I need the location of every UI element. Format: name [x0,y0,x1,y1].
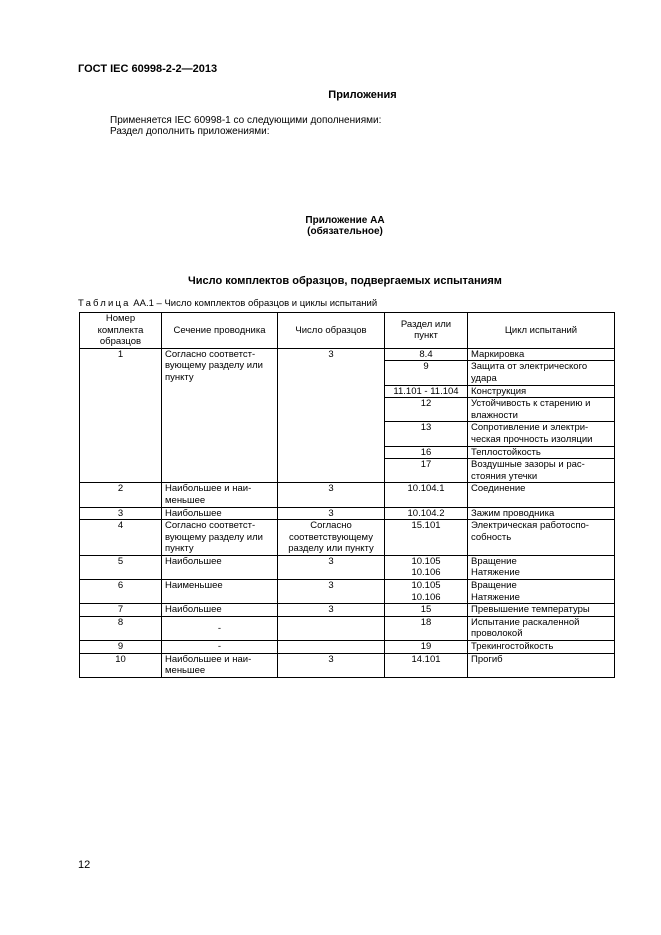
cell-cycle: Прогиб [468,653,615,677]
cell-section: Наибольшее и наи-меньшее [162,653,278,677]
cell-cycle: Натяжение [471,567,520,579]
cell-set: 9 [80,641,162,654]
cell-clause: 16 [385,446,468,459]
page-number: 12 [78,859,91,871]
cell-count [278,616,385,640]
cell-clause: 10.104.1 [385,483,468,507]
cell-section: Наибольшее [162,604,278,617]
cell-clause: 15 [385,604,468,617]
cell-set: 2 [80,483,162,507]
table-caption [78,298,377,309]
cell-cycle: Устойчивость к старению и влажности [468,398,615,422]
cell-count [278,641,385,654]
cell-cycle: Превышение температуры [468,604,615,617]
cell-set: 7 [80,604,162,617]
cell-cycle: Защита от электрического удара [468,361,615,385]
cell-cycle-pair [468,580,615,604]
cell-section: Наибольшее и наи-меньшее [162,483,278,507]
cell-count: 3 [278,580,385,604]
header-set-number: Номер комплекта образцов [80,313,162,349]
cell-cycle: Маркировка [468,348,615,361]
table-row [80,555,615,579]
annex-subject-heading: Число комплектов образцов, подвергаемых испытаниям [188,275,502,287]
cell-clause: 10.105 [411,580,441,592]
intro-line-1: Применяется IEC 60998-1 со следующими дополнениями: [110,115,382,126]
cell-cycle: Вращение [471,580,517,592]
appendix-title: Приложения [328,89,397,101]
cell-section: Наименьшее [162,580,278,604]
cell-count: 3 [278,507,385,520]
annex-status: (обязательное) [307,226,383,237]
cell-clause: 10.106 [411,591,441,603]
header-cycle: Цикл испытаний [468,313,615,349]
appendix-intro [110,115,381,137]
cell-count: 3 [278,653,385,677]
cell-set: 10 [80,653,162,677]
cell-section: - [162,641,278,654]
cell-cycle: Испытание раскаленной проволокой [468,616,615,640]
header-count: Число образцов [278,313,385,349]
cell-clause: 10.104.2 [385,507,468,520]
table-row [80,641,615,654]
intro-line-2: Раздел дополнить приложениями: [110,126,270,137]
cell-clause: 17 [385,459,468,483]
cell-clause: 10.105 [411,555,441,567]
cell-cycle: Зажим проводника [468,507,615,520]
cell-count: 3 [278,483,385,507]
table-header-row [80,313,615,349]
cell-set: 4 [80,520,162,556]
table-row [80,507,615,520]
table-row [80,604,615,617]
cell-set: 8 [80,616,162,640]
cell-clause: 18 [385,616,468,640]
cell-clause: 10.106 [411,567,441,579]
header-section: Сечение проводника [162,313,278,349]
table-row [80,616,615,640]
cell-section: - [162,616,278,640]
cell-section: Согласно соответст-вующему разделу или пункту [162,520,278,556]
cell-clause-pair [385,580,468,604]
cell-clause: 11.101 - 11.104 [385,385,468,398]
table-row [80,520,615,556]
table-row [80,348,615,361]
cell-clause: 19 [385,641,468,654]
cell-section: Наибольшее [162,555,278,579]
cell-count: 3 [278,348,385,483]
cell-cycle: Конструкция [468,385,615,398]
cell-section: Наибольшее [162,507,278,520]
table-caption-word: Таблица [78,298,131,309]
cell-cycle: Трекингостойкость [468,641,615,654]
table-row [80,580,615,604]
cell-set: 6 [80,580,162,604]
cell-count: 3 [278,555,385,579]
cell-clause: 12 [385,398,468,422]
cell-clause: 8.4 [385,348,468,361]
cell-cycle: Воздушные зазоры и рас-стояния утечки [468,459,615,483]
cell-cycle: Теплостойкость [468,446,615,459]
table-caption-text: АА.1 – Число комплектов образцов и циклы испытаний [133,298,378,309]
samples-table [79,312,615,678]
cell-clause: 15.101 [385,520,468,556]
cell-cycle: Вращение [471,555,517,567]
cell-set: 1 [80,348,162,483]
cell-clause-pair [385,555,468,579]
cell-cycle: Электрическая работоспо-собность [468,520,615,556]
cell-count: 3 [278,604,385,617]
annex-heading [0,215,661,237]
cell-count: Согласно соответствующему разделу или пункту [278,520,385,556]
cell-section: Согласно соответст-вующему разделу или пункту [162,348,278,483]
cell-cycle: Сопротивление и электри-ческая прочность изоляции [468,422,615,446]
cell-set: 3 [80,507,162,520]
cell-clause: 14.101 [385,653,468,677]
cell-cycle: Натяжение [471,591,520,603]
header-clause: Раздел или пункт [385,313,468,349]
cell-clause: 13 [385,422,468,446]
cell-set: 5 [80,555,162,579]
document-code: ГОСТ IEC 60998-2-2—2013 [78,63,218,75]
cell-clause: 9 [385,361,468,385]
table-row [80,483,615,507]
annex-title: Приложение АА [305,215,385,226]
cell-cycle: Соединение [468,483,615,507]
cell-cycle-pair [468,555,615,579]
table-row [80,653,615,677]
